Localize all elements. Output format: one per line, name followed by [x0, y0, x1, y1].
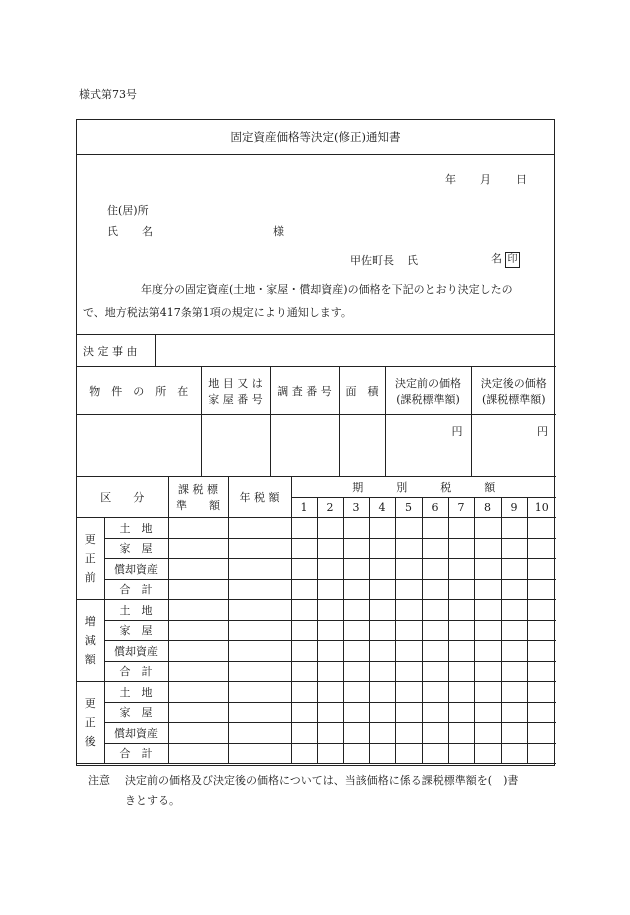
yen-unit: 円	[451, 425, 463, 438]
period-tax-cell[interactable]	[343, 723, 369, 744]
period-tax-cell[interactable]	[527, 743, 556, 764]
issuer-name-with-seal	[491, 250, 520, 268]
period-tax-cell[interactable]	[501, 641, 527, 662]
row-label: 土 地	[104, 518, 168, 539]
period-tax-cell[interactable]	[448, 518, 474, 539]
table-row	[77, 559, 556, 580]
period-tax-cell[interactable]	[395, 600, 422, 621]
annual-tax-cell[interactable]	[228, 559, 291, 580]
period-tax-cell[interactable]	[395, 743, 422, 764]
period-tax-cell[interactable]	[422, 538, 448, 559]
period-tax-cell[interactable]	[527, 682, 556, 703]
period-tax-cell[interactable]	[527, 518, 556, 539]
period-tax-cell[interactable]	[501, 518, 527, 539]
period-number: 2	[317, 498, 343, 518]
group-label-char: 前	[84, 571, 96, 584]
period-tax-cell[interactable]	[291, 559, 317, 580]
period-tax-cell[interactable]	[317, 661, 343, 682]
period-tax-cell[interactable]	[343, 682, 369, 703]
table-row	[77, 661, 556, 682]
taxable-standard-header	[168, 477, 228, 518]
period-tax-cell[interactable]	[395, 702, 422, 723]
period-tax-cell[interactable]	[474, 641, 501, 662]
body-text-line-1: 年度分の固定資産(土地・家屋・償却資産)の価格を下記のとおり決定したの	[141, 283, 513, 296]
period-tax-cell[interactable]	[395, 620, 422, 641]
period-tax-cell[interactable]	[369, 743, 395, 764]
header-line: 準 額	[176, 499, 220, 512]
table-row	[77, 723, 556, 744]
form-title: 固定資産価格等決定(修正)通知書	[77, 120, 554, 155]
group-label-char: 正	[84, 552, 96, 565]
period-number: 8	[474, 498, 501, 518]
period-tax-cell[interactable]	[291, 743, 317, 764]
honorific: 様	[273, 225, 284, 238]
period-tax-cell[interactable]	[317, 579, 343, 600]
taxable-standard-cell[interactable]	[168, 661, 228, 682]
period-tax-cell[interactable]	[527, 702, 556, 723]
period-tax-cell[interactable]	[422, 682, 448, 703]
period-tax-cell[interactable]	[317, 702, 343, 723]
period-tax-cell[interactable]	[422, 743, 448, 764]
period-tax-cell[interactable]	[395, 579, 422, 600]
period-tax-cell[interactable]	[317, 559, 343, 580]
group-label-char: 減	[84, 634, 96, 647]
period-tax-cell[interactable]	[343, 743, 369, 764]
table-row	[77, 620, 556, 641]
period-tax-cell[interactable]	[474, 661, 501, 682]
taxable-standard-cell[interactable]	[168, 518, 228, 539]
row-label: 家 屋	[104, 702, 168, 723]
header-line: 決定前の価格	[395, 376, 461, 390]
recipient-name-label-1: 氏	[107, 225, 118, 238]
annual-tax-header: 年 税 額	[228, 477, 291, 518]
period-tax-cell[interactable]	[343, 641, 369, 662]
period-tax-cell[interactable]	[369, 620, 395, 641]
period-tax-cell[interactable]	[395, 682, 422, 703]
period-tax-cell[interactable]	[291, 661, 317, 682]
row-label: 家 屋	[104, 538, 168, 559]
period-tax-cell[interactable]	[501, 723, 527, 744]
header-line: 家 屋 番 号	[208, 392, 263, 406]
period-tax-cell[interactable]	[448, 600, 474, 621]
taxable-standard-cell[interactable]	[168, 702, 228, 723]
period-tax-cell[interactable]	[422, 702, 448, 723]
group-label	[77, 518, 104, 600]
survey-number-header: 調 査 番 号	[270, 367, 339, 415]
period-tax-cell[interactable]	[343, 538, 369, 559]
group-label	[77, 682, 104, 764]
after-price-cell[interactable]	[471, 415, 556, 477]
body-text-line-2: で、地方税法第417条第1項の規定により通知します。	[83, 306, 352, 319]
recipient-name-label-2: 名	[142, 225, 153, 238]
taxable-standard-cell[interactable]	[168, 600, 228, 621]
group-label-char: 更	[84, 533, 96, 546]
period-tax-cell[interactable]	[422, 641, 448, 662]
survey-number-cell[interactable]	[270, 415, 339, 477]
period-tax-cell[interactable]	[527, 723, 556, 744]
taxable-standard-cell[interactable]	[168, 620, 228, 641]
issuer-title: 甲佐町長	[350, 254, 394, 267]
period-tax-cell[interactable]	[448, 620, 474, 641]
period-tax-cell[interactable]	[448, 661, 474, 682]
period-number: 10	[527, 498, 556, 518]
location-header: 物 件 の 所 在	[77, 367, 201, 415]
table-row	[77, 641, 556, 662]
period-tax-cell[interactable]	[317, 723, 343, 744]
period-tax-cell[interactable]	[291, 538, 317, 559]
period-tax-cell[interactable]	[501, 702, 527, 723]
period-number: 6	[422, 498, 448, 518]
tax-table	[77, 476, 556, 764]
period-tax-cell[interactable]	[395, 559, 422, 580]
issuer-name-label-1: 氏	[407, 254, 418, 267]
annual-tax-cell[interactable]	[228, 641, 291, 662]
period-tax-cell[interactable]	[395, 641, 422, 662]
taxable-standard-cell[interactable]	[168, 723, 228, 744]
period-tax-cell[interactable]	[474, 600, 501, 621]
period-tax-cell[interactable]	[291, 682, 317, 703]
period-tax-cell[interactable]	[448, 538, 474, 559]
period-tax-cell[interactable]	[369, 661, 395, 682]
form-number: 様式第73号	[79, 88, 137, 101]
period-tax-cell[interactable]	[501, 620, 527, 641]
period-tax-cell[interactable]	[448, 702, 474, 723]
period-tax-cell[interactable]	[343, 702, 369, 723]
header-line: (課税標準額)	[396, 392, 460, 406]
area-cell[interactable]	[339, 415, 385, 477]
period-number: 1	[291, 498, 317, 518]
period-number: 7	[448, 498, 474, 518]
period-tax-cell[interactable]	[422, 559, 448, 580]
period-tax-cell[interactable]	[317, 743, 343, 764]
row-label: 合 計	[104, 743, 168, 764]
annual-tax-cell[interactable]	[228, 723, 291, 744]
before-price-header	[385, 367, 471, 415]
period-tax-cell[interactable]	[422, 620, 448, 641]
period-tax-cell[interactable]	[343, 620, 369, 641]
annual-tax-cell[interactable]	[228, 538, 291, 559]
land-category-header	[201, 367, 270, 415]
period-tax-cell[interactable]	[527, 641, 556, 662]
row-label: 家 屋	[104, 620, 168, 641]
annual-tax-cell[interactable]	[228, 661, 291, 682]
period-tax-cell[interactable]	[474, 743, 501, 764]
group-label-char: 増	[84, 615, 96, 628]
issuer-name-label-2: 名	[491, 252, 502, 265]
period-tax-cell[interactable]	[474, 723, 501, 744]
group-label-char: 後	[84, 735, 96, 748]
taxable-standard-cell[interactable]	[168, 641, 228, 662]
table-row	[77, 518, 556, 539]
period-tax-cell[interactable]	[527, 620, 556, 641]
category-header: 区 分	[77, 477, 168, 518]
row-label: 合 計	[104, 579, 168, 600]
date-month-label: 月	[480, 173, 491, 186]
row-label: 償却資産	[104, 559, 168, 580]
period-tax-cell[interactable]	[343, 661, 369, 682]
row-label: 土 地	[104, 600, 168, 621]
period-tax-cell[interactable]	[369, 579, 395, 600]
period-tax-cell[interactable]	[291, 600, 317, 621]
row-label: 償却資産	[104, 641, 168, 662]
period-tax-cell[interactable]	[448, 682, 474, 703]
period-tax-cell[interactable]	[474, 682, 501, 703]
annual-tax-cell[interactable]	[228, 518, 291, 539]
period-tax-cell[interactable]	[369, 641, 395, 662]
period-tax-cell[interactable]	[422, 661, 448, 682]
period-tax-cell[interactable]	[395, 538, 422, 559]
period-tax-cell[interactable]	[317, 538, 343, 559]
annual-tax-cell[interactable]	[228, 682, 291, 703]
header-line: 地 目 又 は	[208, 376, 263, 390]
table-row	[77, 743, 556, 764]
period-number: 5	[395, 498, 422, 518]
group-label-char: 更	[84, 697, 96, 710]
period-tax-cell[interactable]	[317, 682, 343, 703]
taxable-standard-cell[interactable]	[168, 743, 228, 764]
annual-tax-cell[interactable]	[228, 600, 291, 621]
date-day-label: 日	[516, 173, 527, 186]
period-tax-cell[interactable]	[527, 538, 556, 559]
period-tax-cell[interactable]	[395, 661, 422, 682]
annual-tax-cell[interactable]	[228, 620, 291, 641]
period-tax-cell[interactable]	[422, 579, 448, 600]
period-tax-cell[interactable]	[501, 600, 527, 621]
period-tax-cell[interactable]	[343, 518, 369, 539]
note-line-2: きとする。	[125, 794, 180, 807]
address-label: 住(居)所	[107, 204, 149, 217]
period-tax-cell[interactable]	[369, 723, 395, 744]
yen-unit: 円	[537, 425, 548, 438]
period-tax-cell[interactable]	[291, 620, 317, 641]
period-tax-cell[interactable]	[343, 559, 369, 580]
table-row	[77, 600, 556, 621]
period-tax-cell[interactable]	[369, 518, 395, 539]
period-tax-cell[interactable]	[474, 620, 501, 641]
period-tax-cell[interactable]	[501, 579, 527, 600]
period-tax-cell[interactable]	[369, 702, 395, 723]
period-tax-cell[interactable]	[448, 579, 474, 600]
period-tax-cell[interactable]	[474, 538, 501, 559]
decision-reason-label: 決 定 事 由	[83, 345, 138, 358]
period-tax-cell[interactable]	[474, 579, 501, 600]
annual-tax-cell[interactable]	[228, 743, 291, 764]
note-head: 注意	[88, 774, 110, 787]
period-number: 4	[369, 498, 395, 518]
annual-tax-cell[interactable]	[228, 579, 291, 600]
notice-form	[76, 119, 555, 766]
taxable-standard-cell[interactable]	[168, 579, 228, 600]
decision-reason-field[interactable]	[156, 335, 554, 366]
location-cell[interactable]	[77, 415, 201, 477]
period-tax-cell[interactable]	[501, 743, 527, 764]
period-tax-cell[interactable]	[527, 600, 556, 621]
taxable-standard-cell[interactable]	[168, 682, 228, 703]
land-category-cell[interactable]	[201, 415, 270, 477]
period-tax-cell[interactable]	[317, 600, 343, 621]
period-tax-cell[interactable]	[395, 518, 422, 539]
header-line: 決定後の価格	[480, 376, 547, 390]
row-label: 合 計	[104, 661, 168, 682]
period-tax-cell[interactable]	[422, 723, 448, 744]
period-tax-cell[interactable]	[395, 723, 422, 744]
period-tax-cell[interactable]	[474, 702, 501, 723]
table-row	[77, 682, 556, 703]
note-line-1: 決定前の価格及び決定後の価格については、当該価格に係る課税標準額を( )書	[125, 774, 519, 787]
period-tax-cell[interactable]	[422, 518, 448, 539]
period-tax-cell[interactable]	[369, 559, 395, 580]
period-tax-cell[interactable]	[291, 579, 317, 600]
period-tax-cell[interactable]	[369, 538, 395, 559]
header-line: 課 税 標	[178, 483, 218, 496]
period-number: 3	[343, 498, 369, 518]
group-label	[77, 600, 104, 682]
period-tax-cell[interactable]	[343, 579, 369, 600]
period-tax-cell[interactable]	[501, 559, 527, 580]
period-tax-cell[interactable]	[343, 600, 369, 621]
period-tax-cell[interactable]	[291, 702, 317, 723]
period-tax-header: 期 別 税 額	[291, 477, 556, 498]
annual-tax-cell[interactable]	[228, 702, 291, 723]
row-label: 土 地	[104, 682, 168, 703]
seal-mark: 印	[505, 252, 520, 268]
table-row	[77, 538, 556, 559]
group-label-char: 額	[84, 653, 96, 666]
before-price-cell[interactable]	[385, 415, 471, 477]
period-tax-cell[interactable]	[422, 600, 448, 621]
period-tax-cell[interactable]	[291, 641, 317, 662]
header-line: (課税標準額)	[481, 392, 546, 406]
period-tax-cell[interactable]	[527, 559, 556, 580]
period-tax-cell[interactable]	[317, 518, 343, 539]
period-tax-cell[interactable]	[369, 682, 395, 703]
period-tax-cell[interactable]	[527, 579, 556, 600]
after-price-header	[471, 367, 556, 415]
period-tax-cell[interactable]	[448, 743, 474, 764]
period-tax-cell[interactable]	[474, 559, 501, 580]
table-row	[77, 579, 556, 600]
period-tax-cell[interactable]	[501, 538, 527, 559]
date-year-label: 年	[445, 173, 456, 186]
period-tax-cell[interactable]	[474, 518, 501, 539]
taxable-standard-cell[interactable]	[168, 538, 228, 559]
property-table	[77, 366, 556, 477]
period-tax-cell[interactable]	[448, 559, 474, 580]
period-tax-cell[interactable]	[291, 518, 317, 539]
period-tax-cell[interactable]	[448, 723, 474, 744]
period-number: 9	[501, 498, 527, 518]
period-tax-cell[interactable]	[317, 641, 343, 662]
period-tax-cell[interactable]	[448, 641, 474, 662]
group-label-char: 正	[84, 716, 96, 729]
period-tax-cell[interactable]	[317, 620, 343, 641]
period-tax-cell[interactable]	[291, 723, 317, 744]
period-tax-cell[interactable]	[527, 661, 556, 682]
period-tax-cell[interactable]	[369, 600, 395, 621]
row-label: 償却資産	[104, 723, 168, 744]
period-tax-cell[interactable]	[501, 661, 527, 682]
period-tax-cell[interactable]	[501, 682, 527, 703]
area-header: 面 積	[339, 367, 385, 415]
table-row	[77, 702, 556, 723]
taxable-standard-cell[interactable]	[168, 559, 228, 580]
